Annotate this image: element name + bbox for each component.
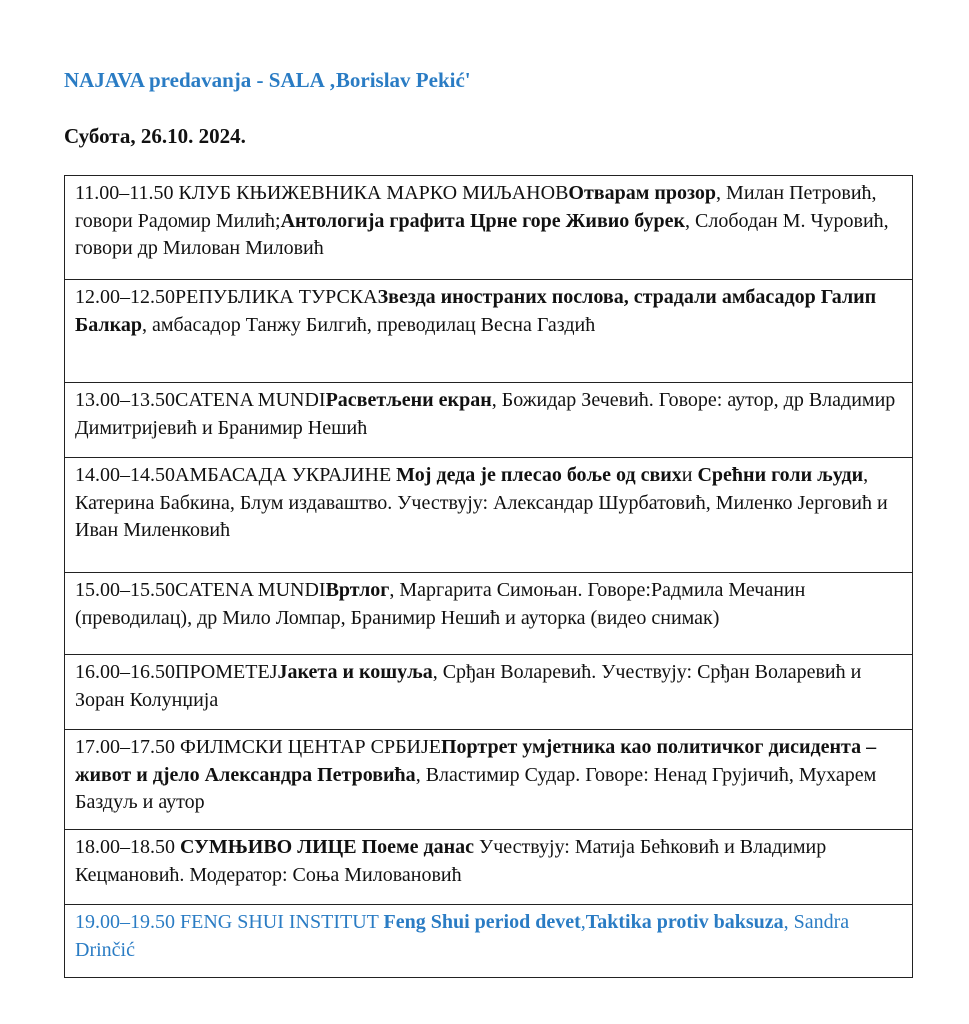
lecture-title: Антологија графита Црне горе Живио бурек — [280, 209, 686, 232]
page-heading: NAJAVA predavanja - SALA ‚Borislav Pekić' — [64, 68, 471, 92]
lecture-title: Портрет умјетника као политичког дисидента – живот и дјело Александра Петровића — [75, 736, 877, 786]
lecture-title: Taktika protiv baksuza — [585, 911, 784, 933]
details: , Милан Петровић, говори Радомир Милић; — [75, 182, 877, 232]
lecture-title: Feng Shui period devet — [383, 911, 581, 933]
organizer: АМБАСАДА УКРАЈИНЕ — [175, 464, 397, 486]
lecture-title: Отварам прозор — [568, 182, 717, 204]
time-slot: 13.00–13.50 — [75, 389, 175, 411]
details: , Властимир Судар. Говоре: Ненад Грујичић, Мухарем Баздуљ и аутор — [75, 763, 877, 813]
time-slot: 18.00–18.50 — [75, 836, 180, 858]
details: Учествују: Матија Бећковић и Владимир Кецмановић. Модератор: Соња Миловановић — [75, 836, 827, 886]
schedule-row — [65, 279, 912, 382]
schedule-row — [65, 457, 912, 572]
details: , Катерина Бабкина, Блум издаваштво. Учествују: Александар Шурбатовић, Миленко Јерговић и Иван Миленковић — [75, 464, 888, 541]
organizer: CATENA MUNDI — [175, 579, 326, 601]
details: , амбасадор Танжу Билгић, преводилац Весна Газдић — [141, 313, 596, 336]
organizer: СУМЊИВО ЛИЦЕ — [180, 836, 357, 858]
organizer: CATENA MUNDI — [175, 389, 326, 411]
time-slot: 12.00–12.50 — [75, 286, 175, 308]
details: , Слободан М. Чуровић, говори др Милован Миловић — [75, 209, 889, 259]
schedule-row — [65, 382, 912, 457]
schedule-row — [65, 572, 912, 654]
schedule-row — [65, 829, 912, 904]
time-slot: 17.00–17.50 — [75, 736, 180, 758]
time-slot: 11.00–11.50 — [75, 182, 179, 204]
schedule-row — [65, 729, 912, 829]
lecture-title: Расветљени екран — [325, 389, 492, 411]
details: и — [681, 464, 698, 486]
organizer: FENG SHUI INSTITUT — [180, 911, 384, 933]
time-slot: 14.00–14.50 — [75, 464, 175, 486]
time-slot: 19.00–19.50 — [75, 911, 180, 933]
time-slot: 16.00–16.50 — [75, 661, 175, 683]
organizer: ФИЛМСКИ ЦЕНТАР СРБИЈЕ — [180, 736, 441, 758]
organizer: РЕПУБЛИКА ТУРСКА — [175, 286, 378, 308]
lecture-title: Мој деда је плесао боље од свих — [396, 464, 682, 486]
details: , Срђан Воларевић. Учествују: Срђан Воларевић и Зоран Колунџија — [75, 661, 862, 711]
event-date: Субота, 26.10. 2024. — [64, 124, 246, 148]
time-slot: 15.00–15.50 — [75, 579, 175, 601]
details: , Sandra Drinčić — [75, 911, 850, 961]
details: , Маргарита Симоњан. Говоре:Радмила Мечанин (преводилац), др Мило Ломпар, Бранимир Нешић и ауторка (видео снимак) — [75, 579, 806, 629]
schedule-row — [65, 654, 912, 729]
schedule-table — [64, 175, 913, 978]
organizer: КЛУБ КЊИЖЕВНИКА МАРКО МИЉАНОВ — [178, 182, 569, 204]
organizer: ПРОМЕТЕЈ — [175, 661, 278, 683]
lecture-title: Поеме данас — [356, 836, 475, 858]
lecture-title: Звезда иностраних послова, страдали амбасадор Галип Балкар — [75, 286, 877, 336]
schedule-row — [65, 904, 912, 977]
lecture-title: Вртлог — [325, 579, 390, 601]
lecture-title: Срећни голи људи — [697, 464, 864, 486]
lecture-title: Јакета и кошуља — [277, 661, 433, 683]
details: , Божидар Зечевић. Говоре: аутор, др Владимир Димитријевић и Бранимир Нешић — [75, 389, 896, 439]
details: , — [580, 911, 586, 933]
schedule-row — [65, 176, 912, 279]
